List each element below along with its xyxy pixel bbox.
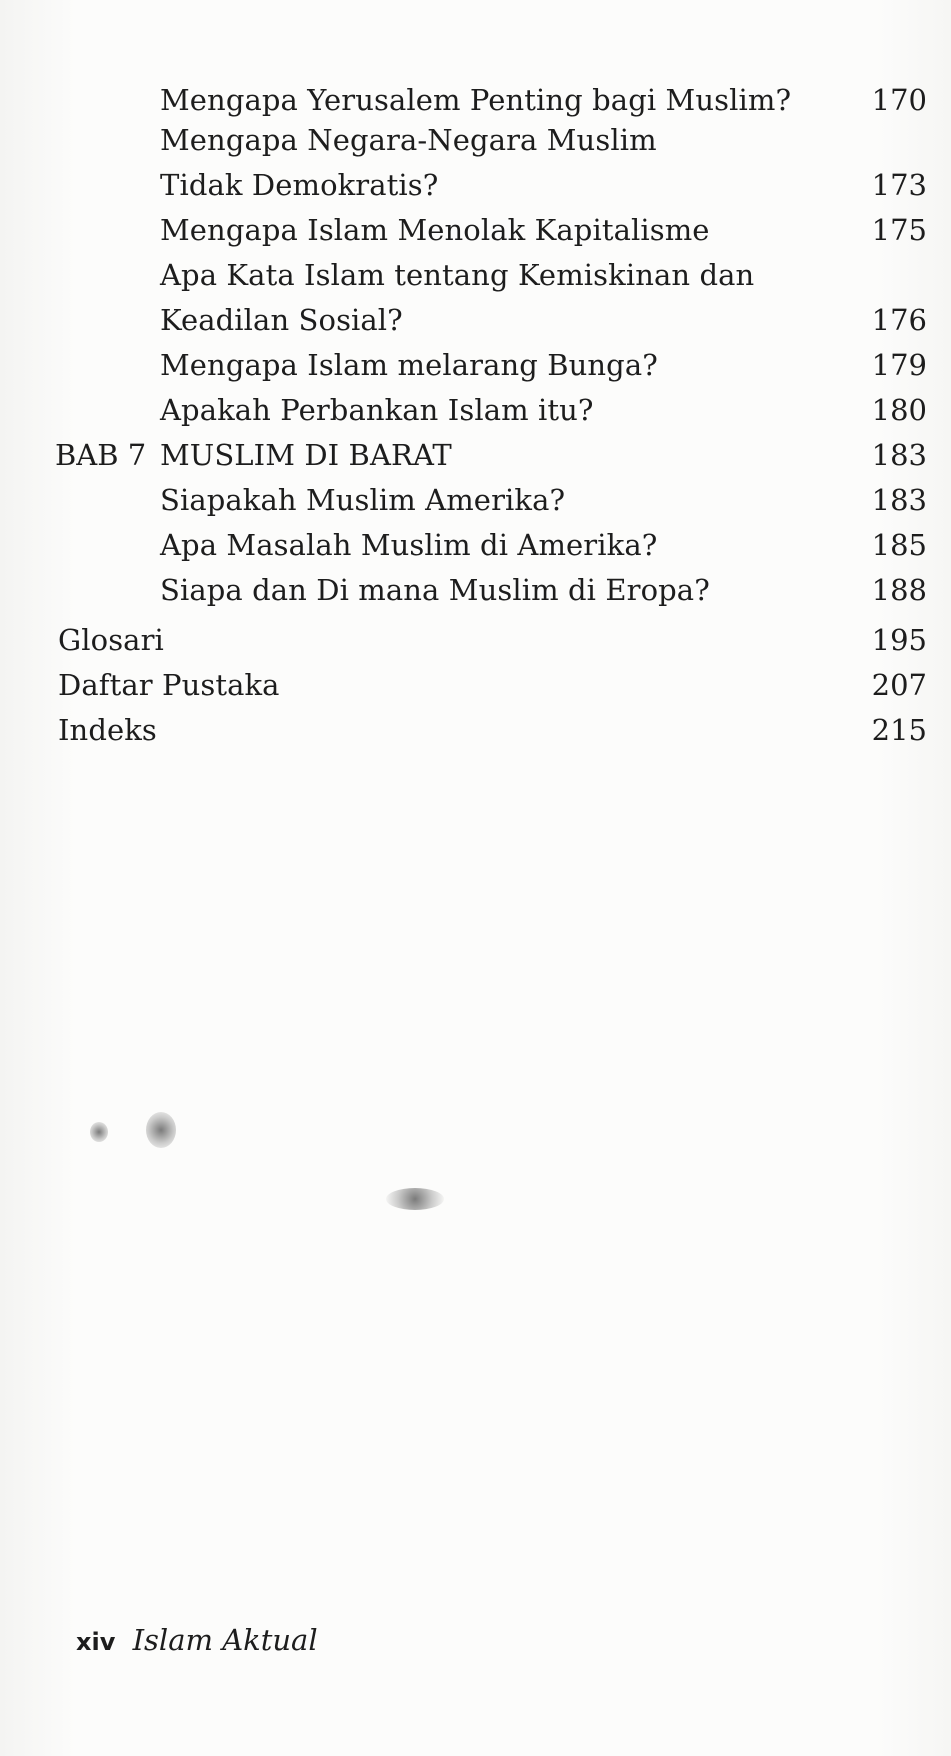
- page-footer: [76, 1620, 318, 1662]
- toc-entry-title: Apa Kata Islam tentang Kemiskinan dan: [160, 258, 755, 292]
- ink-smudge: [90, 1122, 108, 1142]
- toc-entry: [0, 708, 951, 752]
- toc-entry: [0, 618, 951, 662]
- toc-entry-page: 195: [871, 623, 927, 657]
- toc-entry-title: Apakah Perbankan Islam itu?: [160, 393, 594, 427]
- toc-entry-page: 207: [871, 668, 927, 702]
- toc-entry-title: Siapakah Muslim Amerika?: [160, 483, 566, 517]
- toc-entry-title: Mengapa Negara-Negara Muslim: [160, 123, 657, 157]
- toc-entry-page: 183: [871, 438, 927, 472]
- toc-entry-title: Siapa dan Di mana Muslim di Eropa?: [160, 573, 710, 607]
- toc-entry-page: 188: [871, 573, 927, 607]
- toc-entry-page: 170: [871, 83, 927, 117]
- ink-smudge: [146, 1112, 176, 1148]
- toc-entry-title: MUSLIM DI BARAT: [160, 438, 452, 472]
- toc-entry-page: 185: [871, 528, 927, 562]
- toc-entry: [0, 163, 951, 207]
- toc-entry-title: Mengapa Islam melarang Bunga?: [160, 348, 658, 382]
- toc-entry-title: Glosari: [58, 623, 164, 657]
- toc-entry: [0, 568, 951, 612]
- toc-entry: [0, 478, 951, 522]
- toc-entry-page: 175: [871, 213, 927, 247]
- toc-entry: [0, 253, 951, 297]
- toc-entry-title: Mengapa Islam Menolak Kapitalisme: [160, 213, 710, 247]
- toc-entry: [0, 663, 951, 707]
- toc-entry-page: 215: [871, 713, 927, 747]
- toc-entry: [0, 388, 951, 432]
- toc-chapter-entry: [0, 433, 951, 477]
- toc-entry-page: 179: [871, 348, 927, 382]
- toc-entry-page: 176: [871, 303, 927, 337]
- toc-chapter-label: BAB 7: [55, 438, 147, 472]
- toc-entry-page: 183: [871, 483, 927, 517]
- toc-entry-page: 173: [871, 168, 927, 202]
- toc-entry-page: 180: [871, 393, 927, 427]
- toc-entry-title: Mengapa Yerusalem Penting bagi Muslim?: [160, 83, 792, 117]
- toc-entry-title: Indeks: [58, 713, 157, 747]
- toc-entry-title: Keadilan Sosial?: [160, 303, 403, 337]
- toc-entry-title: Apa Masalah Muslim di Amerika?: [160, 528, 658, 562]
- toc-entry: [0, 298, 951, 342]
- toc-entry: [0, 208, 951, 252]
- ink-smudge: [386, 1188, 444, 1210]
- page-folio: xiv: [76, 1628, 116, 1656]
- toc-entry: [0, 118, 951, 162]
- toc-entry-title: Tidak Demokratis?: [160, 168, 439, 202]
- toc-entry: [0, 523, 951, 567]
- toc-entry: [0, 78, 951, 122]
- toc-entry-title: Daftar Pustaka: [58, 668, 280, 702]
- toc-entry: [0, 343, 951, 387]
- running-book-title: Islam Aktual: [132, 1623, 318, 1657]
